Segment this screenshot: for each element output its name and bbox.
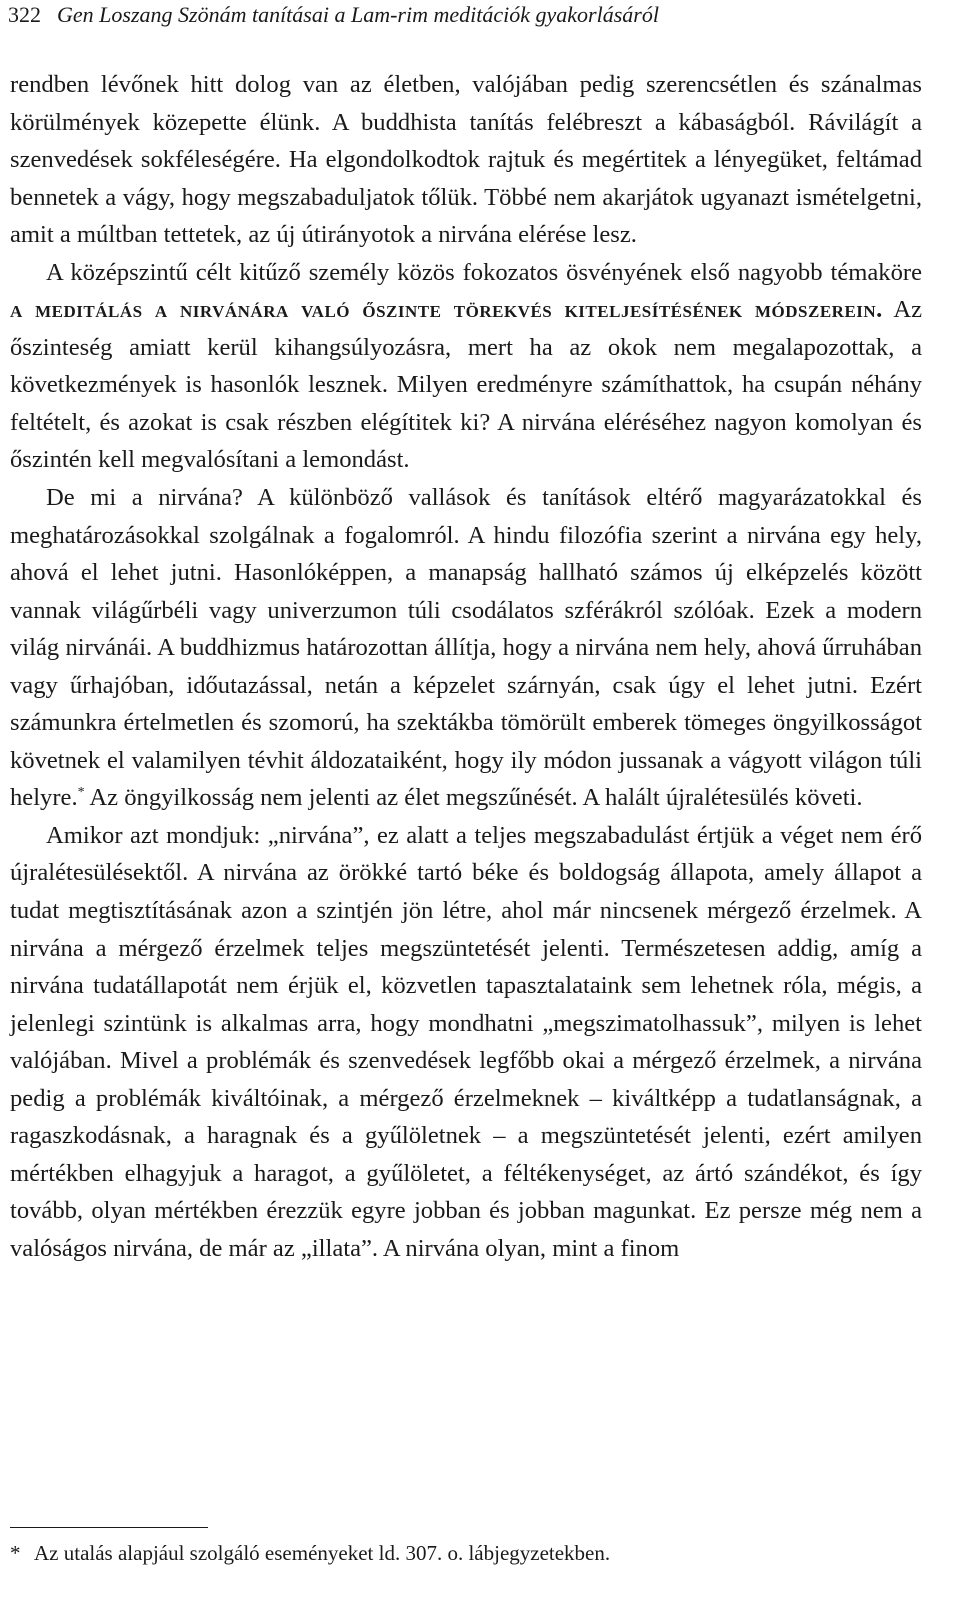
paragraph-3-end: Az öngyilkosság nem jelenti az élet megszűnését. A halált újralétesülés követi. — [84, 784, 863, 812]
paragraph-3 — [10, 479, 922, 817]
running-head — [8, 0, 659, 30]
footnote-text: Az utalás alapjául szolgáló eseményeket ld. 307. o. lábjegyzetekben. — [34, 1541, 611, 1565]
footnote — [10, 1536, 922, 1570]
footnote-rule — [10, 1527, 208, 1528]
paragraph-4: Amikor azt mondjuk: „nirvána”, ez alatt a teljes megszabadulást értjük a véget nem érő újralétesülésektől. A nirvána az örökké tartó béke és boldogság állapota, amely állapot a tudat megtisztításának azon a szintjén jön létre, ahol már nincsenek mérgező érzelmek. A nirvána a mérgező érzelmek teljes megszüntetését jelenti. Természetesen addig, amíg a nirvána tudatállapotát nem érjük el, közvetlen tapasztalataink sem lehetnek róla, mégis, a jelenlegi szintünk is alkalmas arra, hogy mondhatni „megszimatolhassuk”, milyen is lehet valójában. Mivel a problémák és szenvedések legfőbb okai a mérgező érzelmek, a nirvána pedig a problémák kiváltóinak, a mérgező érzelmeknek – kiváltképp a tudatlanságnak, a ragaszkodásnak, a haragnak és a gyűlöletnek – a megszüntetését jelenti, ezért amilyen mértékben elhagyjuk a haragot, a gyűlöletet, a féltékenységet, az ártó szándékot, és így tovább, olyan mértékben érezzük egyre jobban és jobban magunkat. Ez persze még nem a valóságos nirvána, de már az „illata”. A nirvána olyan, mint a finom — [10, 821, 922, 1262]
body-text — [10, 66, 922, 1268]
paragraph-3-body: De mi a nirvána? A különböző vallások és tanítások eltérő magyarázatokkal és meghatározásokkal szolgálnak a fogalomról. A hindu filozófia szerint a nirvána egy hely, ahová el lehet jutni. Hasonlóképpen, a manapság hallható számos új elképzelés között vannak világűrbéli vagy univerzumon túli csodálatos szférákról szólóak. Ezek a modern világ nirvánái. A buddhizmus határozottan állítja, hogy a nirvána nem hely, ahová űrruhában vagy űrhajóban, időutazással, netán a képzelet szárnyán, csak úgy el lehet jutni. Ezért számunkra értelmetlen és szomorú, ha szektákba tömörült emberek tömeges öngyilkosságot követnek el valamilyen tévhit áldozataiként, hogy ily módon jussanak a vágyott világon túli helyre. — [10, 484, 922, 812]
footnote-reference[interactable]: * — [77, 785, 85, 801]
paragraph-1: rendben lévőnek hitt dolog van az életben, valójában pedig szerencsétlen és szánalmas körülmények közepette élünk. A buddhista tanítás felébreszt a kábaságból. Rávilágít a szenvedések sokféleségére. Ha elgondolkodtok rajtuk és megértitek a lényegüket, feltámad bennetek a vágy, hogy megszabaduljatok tőlük. Többé nem akarjátok ugyanazt ismételgetni, amit a múltban tettetek, az új útirányotok a nirvána elérése lesz. — [10, 71, 922, 249]
paragraph-2-intro: A középszintű célt kitűző személy közös fokozatos ösvényének első nagyobb témaköre — [46, 258, 922, 286]
section-heading-inline: a meditálás a nirvánára való őszinte törekvés kiteljesítésének módszerein. — [10, 296, 883, 324]
page-number: 322 — [8, 2, 41, 27]
paragraph-2 — [10, 254, 922, 479]
running-title: Gen Loszang Szönám tanításai a Lam-rim meditációk gyakorlásáról — [57, 2, 659, 27]
paragraph-2-body: Az őszinteség amiatt kerül kihangsúlyozásra, mert ha az okok nem megalapozottak, a következmények is hasonlók lesznek. Milyen eredményre számíthattok, ha csupán néhány feltételt, és azokat is csak részben elégítitek ki? A nirvána eléréséhez nagyon komolyan és őszintén kell megvalósítani a lemondást. — [10, 296, 922, 474]
footnote-marker: * — [10, 1541, 21, 1565]
